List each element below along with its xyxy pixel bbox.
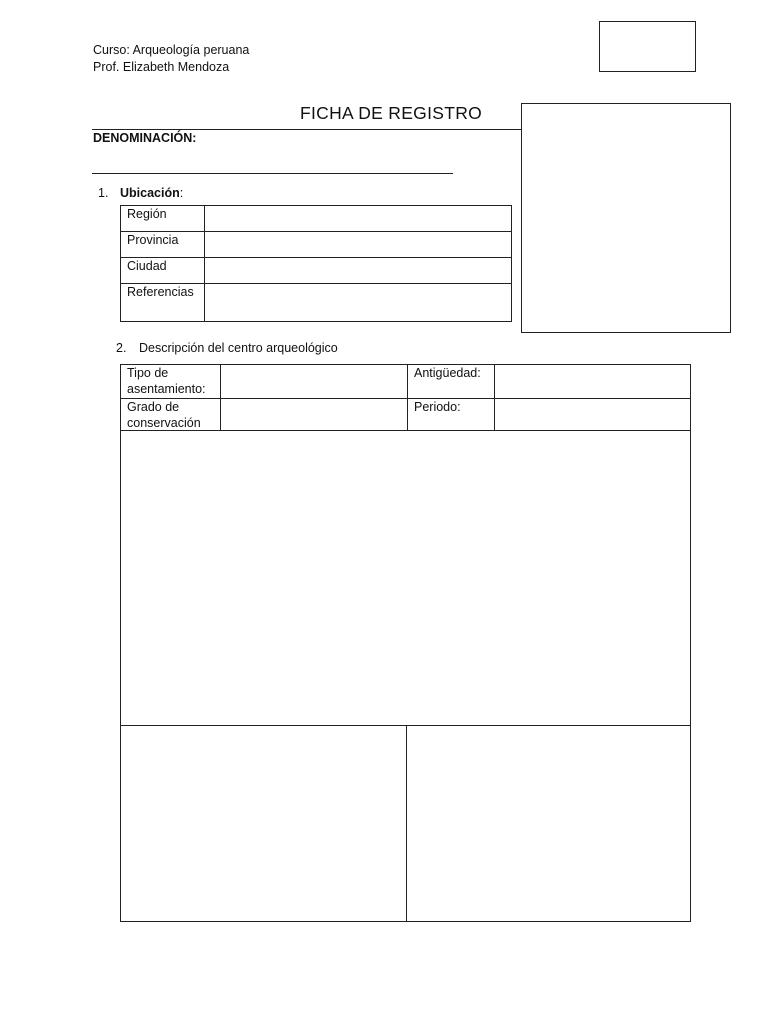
tipo-asentamiento-field[interactable]: [221, 365, 408, 399]
periodo-field[interactable]: [495, 399, 691, 433]
antiguedad-label: Antigüedad:: [408, 365, 495, 399]
section2-number: 2.: [116, 341, 127, 355]
ciudad-label: Ciudad: [121, 258, 205, 284]
provincia-label: Provincia: [121, 232, 205, 258]
table-row: [121, 365, 691, 399]
section2-title: Descripción del centro arqueológico: [139, 341, 338, 355]
region-label: Región: [121, 206, 205, 232]
ubicacion-table: [120, 205, 512, 322]
section1-title: Ubicación: [120, 186, 180, 200]
descripcion-table: [120, 364, 691, 433]
table-row: [121, 206, 512, 232]
grado-conservacion-label: Grado de conservación: [121, 399, 221, 433]
table-row: [121, 284, 512, 322]
description-area[interactable]: [120, 430, 691, 726]
denominacion-line[interactable]: [92, 173, 453, 174]
table-row: [121, 399, 691, 433]
course-name: Curso: Arqueología peruana: [93, 43, 250, 57]
referencias-label: Referencias: [121, 284, 205, 322]
page-title: FICHA DE REGISTRO: [300, 103, 483, 123]
provincia-field[interactable]: [205, 232, 512, 258]
image-box-right[interactable]: [406, 725, 691, 922]
tipo-asentamiento-label: Tipo de asentamiento:: [121, 365, 221, 399]
grado-conservacion-field[interactable]: [221, 399, 408, 433]
periodo-label: Periodo:: [408, 399, 495, 433]
antiguedad-field[interactable]: [495, 365, 691, 399]
section1-colon: :: [179, 186, 184, 200]
section1-heading: [120, 186, 183, 200]
code-box: [599, 21, 696, 72]
professor-name: Prof. Elizabeth Mendoza: [93, 60, 230, 74]
denominacion-label: DENOMINACIÓN:: [93, 131, 197, 145]
referencias-field[interactable]: [205, 284, 512, 322]
ciudad-field[interactable]: [205, 258, 512, 284]
table-row: [121, 232, 512, 258]
section1-number: 1.: [98, 186, 109, 200]
image-box-left[interactable]: [120, 725, 407, 922]
title-underline: [92, 129, 522, 130]
table-row: [121, 258, 512, 284]
region-field[interactable]: [205, 206, 512, 232]
photo-box: [521, 103, 731, 333]
